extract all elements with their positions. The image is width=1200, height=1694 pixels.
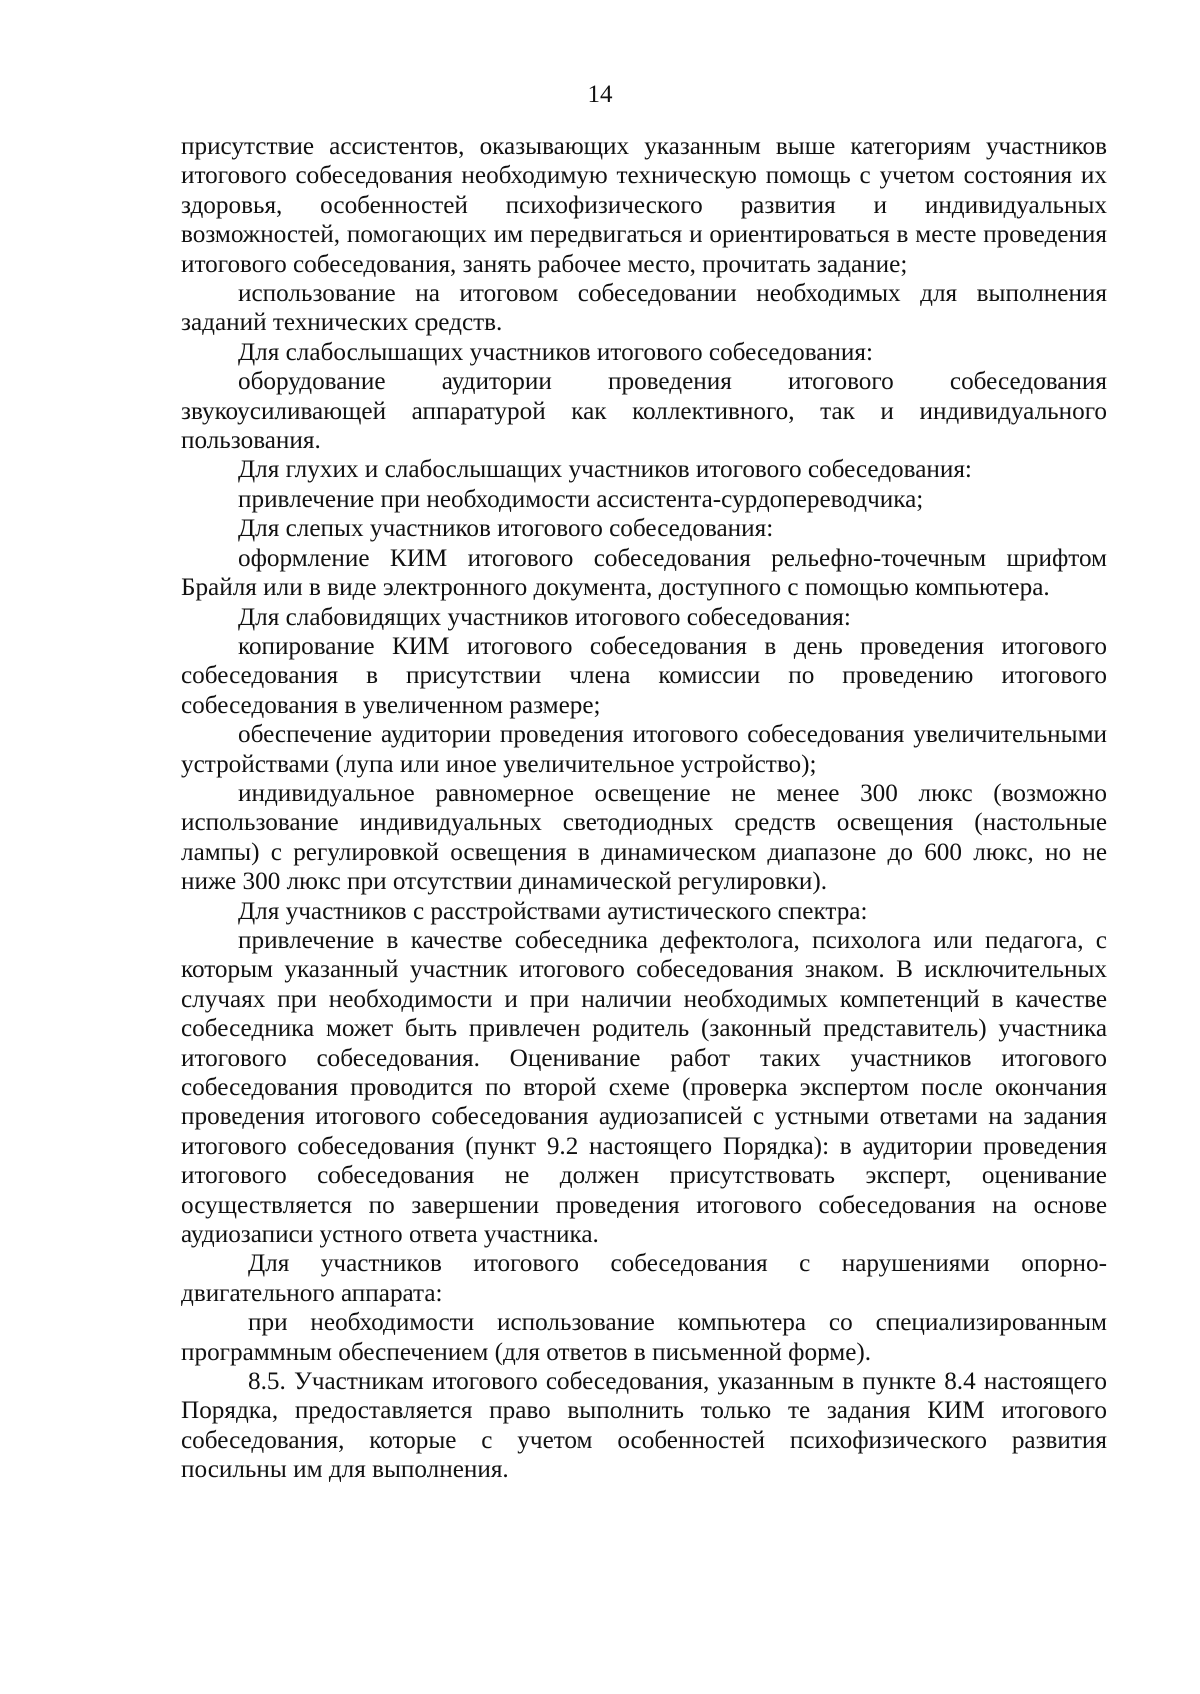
paragraph-computer: при необходимости использование компьютера со специализированным программным обеспечением (для ответов в письменной форме). (181, 1309, 1107, 1366)
paragraph-sound-equipment: оборудование аудитории проведения итогового собеседования звукоусиливающей аппаратурой как коллективного, так и индивидуального пользования. (181, 368, 1107, 455)
paragraph-technical-means: использование на итоговом собеседовании необходимых для выполнения заданий технических средств. (181, 280, 1107, 337)
heading-musculoskeletal: Для участников итогового собеседования с нарушениями опорно-двигательного аппарата: (181, 1250, 1107, 1307)
page-number: 14 (587, 81, 613, 108)
paragraph-assistants: присутствие ассистентов, оказывающих указанным выше категориям участников итогового собеседования необходимую техническую помощь с учетом состояния их здоровья, особенностей психофизического развития и индивидуальных возможностей, помогающих им передвигаться и ориентироваться в месте проведения итогового собеседования, занять рабочее место, прочитать задание; (181, 133, 1107, 278)
heading-hard-of-hearing: Для слабослышащих участников итогового собеседования: (238, 338, 873, 366)
paragraph-enlarged-copy: копирование КИМ итогового собеседования в день проведения итогового собеседования в присутствии члена комиссии по проведению итогового собеседования в увеличенном размере; (181, 632, 1107, 719)
heading-blind: Для слепых участников итогового собеседования: (238, 515, 774, 543)
heading-deaf: Для глухих и слабослышащих участников итогового собеседования: (238, 456, 972, 484)
paragraph-magnifiers: обеспечение аудитории проведения итогового собеседования увеличительными устройствами (лупа или иное увеличительное устройство); (181, 721, 1107, 778)
heading-autism: Для участников с расстройствами аутистического спектра: (238, 897, 868, 925)
heading-visually-impaired: Для слабовидящих участников итогового собеседования: (238, 603, 851, 631)
paragraph-interlocutor: привлечение в качестве собеседника дефектолога, психолога или педагога, с которым указанный участник итогового собеседования знаком. В исключительных случаях при необходимости и при наличии необходимых компетенций в качестве собеседника может быть привлечен родитель (законный представитель) участника итогового собеседования. Оценивание работ таких участников итогового собеседования проводится по второй схеме (проверка экспертом после окончания проведения итогового собеседования аудиозаписей с устными ответами на задания итогового собеседования (пункт 9.2 настоящего Порядка): в аудитории проведения итогового собеседования не должен присутствовать эксперт, оценивание осуществляется по завершении проведения итогового собеседования на основе аудиозаписи устного ответа участника. (181, 926, 1107, 1249)
paragraph-braille: оформление КИМ итогового собеседования рельефно-точечным шрифтом Брайля или в виде электронного документа, доступного с помощью компьютера. (181, 544, 1107, 602)
paragraph-lighting: индивидуальное равномерное освещение не менее 300 люкс (возможно использование индивидуальных светодиодных средств освещения (настольные лампы) с регулировкой освещения в динамическом диапазоне до 600 люкс, но не ниже 300 люкс при отсутствии динамической регулировки). (181, 779, 1107, 896)
paragraph-clause-8-5: 8.5. Участникам итогового собеседования, указанным в пункте 8.4 настоящего Порядка, предоставляется право выполнить только те задания КИМ итогового собеседования, которые с учетом особенностей психофизического развития посильны им для выполнения. (181, 1368, 1107, 1484)
document-body (181, 132, 1107, 1485)
paragraph-sign-interpreter: привлечение при необходимости ассистента-сурдопереводчика; (238, 485, 924, 513)
